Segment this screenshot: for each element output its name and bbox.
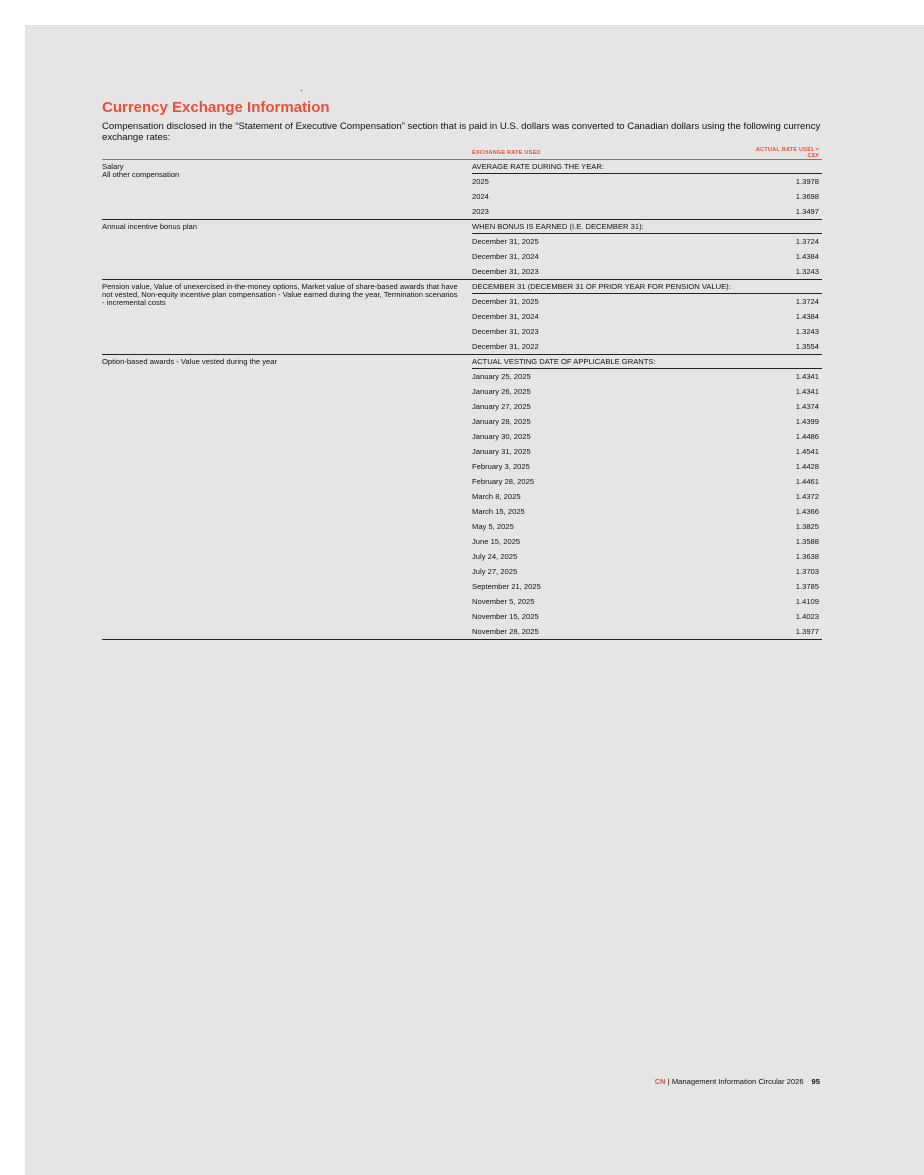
compensation-element-label: Salary All other compensation (102, 160, 472, 220)
rate-value: 1.4384 (795, 312, 819, 321)
group-header-row (102, 160, 822, 174)
rate-value: 1.3497 (747, 204, 822, 220)
rate-period: June 15, 2025 (472, 537, 521, 546)
rate-value: 1.3698 (795, 192, 819, 201)
rate-period: December 31, 2022 (472, 339, 747, 355)
rate-value: 1.3724 (795, 237, 819, 246)
rate-value: 1.4341 (795, 387, 819, 396)
compensation-element-label: Annual incentive bonus plan (102, 220, 472, 280)
header-exchange-rate-used: EXCHANGE RATE USED (472, 147, 747, 160)
rate-value: 1.4399 (795, 417, 819, 426)
rate-period: 2024 (472, 192, 489, 201)
page-number: 95 (811, 1077, 820, 1086)
rate-value: 1.3554 (747, 339, 822, 355)
page-footer (25, 1077, 820, 1086)
rate-period: July 24, 2025 (472, 552, 518, 561)
rate-value: 1.3978 (795, 177, 819, 186)
rate-value: 1.3243 (795, 327, 819, 336)
compensation-element-label: Pension value, Value of unexercised in-the-money options, Market value of share-based awards that have not vested, Non-equity incentive plan compensation - Value earned during the year, Termination scenarios - incremental costs (102, 280, 472, 355)
rate-period: November 15, 2025 (472, 612, 539, 621)
group-header-row (102, 280, 822, 294)
rate-period: December 31, 2023 (472, 327, 539, 336)
rate-period: January 25, 2025 (472, 372, 531, 381)
group-header-row (102, 220, 822, 234)
document-page (25, 25, 924, 1175)
rate-value: 1.4461 (795, 477, 819, 486)
rate-value: 1.3977 (747, 624, 822, 640)
rate-period: 2025 (472, 177, 489, 186)
rate-period: September 21, 2025 (472, 582, 541, 591)
intro-paragraph: Compensation disclosed in the “Statement of Executive Compensation” section that is paid in U.S. dollars was converted to Canadian dollars using the following currency exchange rates: (102, 121, 821, 143)
section-title: Currency Exchange Information (102, 99, 330, 116)
rate-value: 1.3785 (795, 582, 819, 591)
rate-value: 1.3638 (795, 552, 819, 561)
rate-period: January 30, 2025 (472, 432, 531, 441)
rate-period: December 31, 2025 (472, 297, 539, 306)
rate-period: February 3, 2025 (472, 462, 530, 471)
rate-value: 1.4428 (795, 462, 819, 471)
rate-value: 1.4384 (795, 252, 819, 261)
rate-period: January 26, 2025 (472, 387, 531, 396)
rate-value: 1.4023 (795, 612, 819, 621)
rate-period: March 8, 2025 (472, 492, 521, 501)
rate-value: 1.4372 (795, 492, 819, 501)
rate-period: 2023 (472, 204, 747, 220)
stray-dot (301, 90, 302, 91)
rate-period: December 31, 2023 (472, 264, 747, 280)
rate-basis-header: AVERAGE RATE DURING THE YEAR: (472, 160, 822, 174)
rate-value: 1.4341 (795, 372, 819, 381)
rate-value: 1.3703 (795, 567, 819, 576)
rate-value: 1.3825 (795, 522, 819, 531)
rate-period: November 5, 2025 (472, 597, 535, 606)
compensation-element-label: Option-based awards - Value vested during the year (102, 355, 472, 640)
table-body (102, 160, 822, 640)
rate-period: July 27, 2025 (472, 567, 518, 576)
rate-basis-header: DECEMBER 31 (DECEMBER 31 OF PRIOR YEAR FOR PENSION VALUE): (472, 280, 822, 294)
rate-period: February 28, 2025 (472, 477, 535, 486)
footer-brand: CN (654, 1077, 666, 1086)
content-area (102, 99, 822, 640)
rate-value: 1.4374 (795, 402, 819, 411)
rate-value: 1.4109 (795, 597, 819, 606)
rate-period: December 31, 2024 (472, 312, 539, 321)
rate-period: May 5, 2025 (472, 522, 514, 531)
rate-value: 1.3588 (795, 537, 819, 546)
rate-period: January 31, 2025 (472, 447, 531, 456)
rate-period: December 31, 2024 (472, 252, 539, 261)
rate-basis-header: WHEN BONUS IS EARNED (I.E. DECEMBER 31): (472, 220, 822, 234)
table-header-row (102, 147, 822, 160)
header-actual-rate: ACTUAL RATE US$1 = C$X (747, 147, 822, 160)
rate-value: 1.3243 (747, 264, 822, 280)
rate-value: 1.4366 (795, 507, 819, 516)
header-blank (102, 147, 472, 160)
exchange-rate-table (102, 147, 822, 640)
rate-value: 1.3724 (795, 297, 819, 306)
rate-value: 1.4541 (795, 447, 819, 456)
rate-period: March 15, 2025 (472, 507, 525, 516)
rate-period: January 28, 2025 (472, 417, 531, 426)
rate-period: January 27, 2025 (472, 402, 531, 411)
group-header-row (102, 355, 822, 369)
footer-text: | Management Information Circular 2026 (665, 1077, 804, 1086)
rate-basis-header: ACTUAL VESTING DATE OF APPLICABLE GRANTS: (472, 355, 822, 369)
rate-value: 1.4486 (795, 432, 819, 441)
rate-period: November 28, 2025 (472, 624, 747, 640)
rate-period: December 31, 2025 (472, 237, 539, 246)
